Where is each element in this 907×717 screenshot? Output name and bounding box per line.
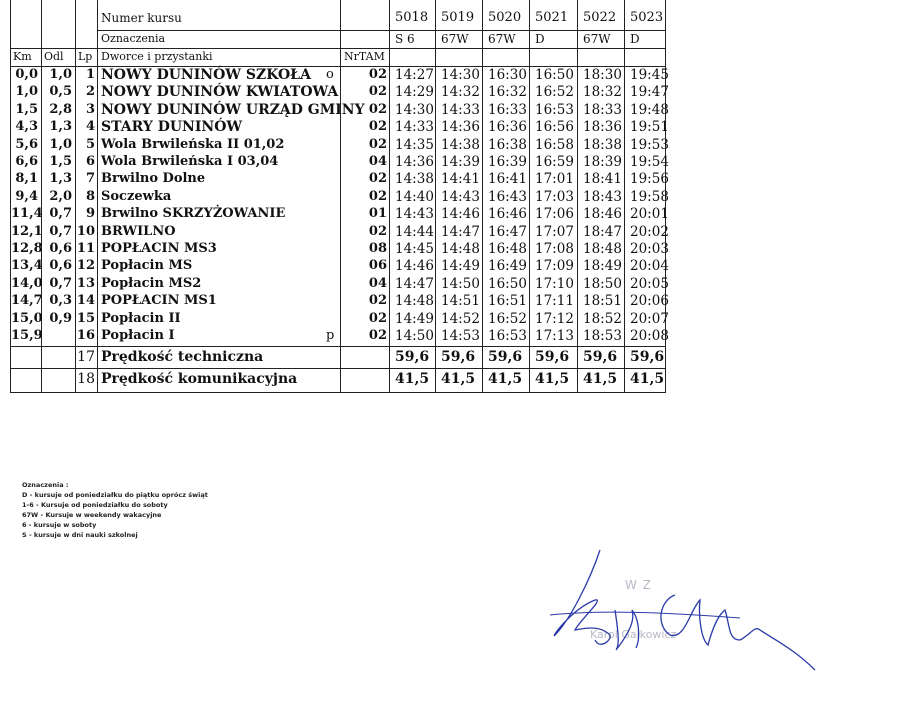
departure-time: 14:38 (395, 171, 434, 188)
departure-time: 18:38 (583, 136, 622, 153)
departure-time: 14:43 (395, 206, 434, 223)
row-lp: 14 (76, 293, 95, 309)
stop-name: STARY DUNINÓW (101, 119, 243, 136)
row-km: 12,8 (11, 241, 43, 256)
row-odl: 1,0 (49, 67, 72, 82)
row-km: 0,0 (15, 67, 38, 82)
departure-time: 19:58 (630, 188, 669, 205)
departure-time: 20:02 (630, 223, 669, 240)
row-nrtam: 02 (368, 84, 387, 100)
departure-time: 19:48 (630, 101, 669, 118)
departure-time: 20:07 (630, 310, 669, 327)
departure-time: 18:52 (583, 310, 622, 327)
nrtam-header: NrTAM (344, 50, 385, 63)
summary-value: 59,6 (583, 349, 618, 366)
departure-time: 16:47 (488, 223, 527, 240)
row-nrtam: 02 (368, 119, 387, 135)
odl-header: Odl (44, 50, 64, 63)
departure-time: 14:36 (395, 154, 434, 170)
course-mark: 67W (441, 32, 469, 46)
departure-time: 14:49 (395, 310, 434, 327)
row-odl: 2,0 (49, 188, 72, 204)
departure-time: 18:32 (583, 84, 622, 101)
row-odl: 0,9 (49, 310, 72, 326)
departure-time: 16:41 (488, 171, 527, 188)
row-lp: 11 (76, 241, 95, 256)
departure-time: 14:47 (395, 275, 434, 292)
departure-time: 16:50 (535, 67, 574, 83)
departure-time: 16:50 (488, 275, 527, 292)
departure-time: 18:39 (583, 154, 622, 170)
departure-time: 14:38 (441, 136, 480, 153)
summary-name: Prędkość komunikacyjna (101, 371, 298, 388)
stop-name: NOWY DUNINÓW SZKOŁA (101, 67, 311, 83)
row-km: 8,1 (15, 171, 38, 187)
course-mark: 67W (488, 32, 516, 46)
row-odl: 2,8 (49, 101, 72, 117)
summary-value: 59,6 (488, 349, 523, 366)
row-km: 13,4 (11, 258, 43, 274)
departure-time: 14:36 (441, 119, 480, 136)
summary-lp: 17 (77, 349, 95, 366)
row-nrtam: 08 (368, 241, 387, 256)
departure-time: 14:41 (441, 171, 480, 188)
departure-time: 18:36 (583, 119, 622, 136)
departure-time: 16:32 (488, 84, 527, 101)
row-km: 15,9 (11, 328, 43, 343)
row-lp: 4 (85, 119, 95, 135)
departure-time: 16:39 (488, 154, 527, 170)
row-nrtam: 02 (368, 171, 387, 187)
departure-time: 16:46 (488, 206, 527, 223)
departure-time: 16:43 (488, 188, 527, 205)
stop-name: NOWY DUNINÓW URZĄD GMINY (101, 101, 365, 118)
row-lp: 12 (76, 258, 95, 274)
departure-time: 16:49 (488, 258, 527, 275)
departure-time: 16:30 (488, 67, 527, 83)
stamp-name: Karol Gałkowicz (590, 628, 677, 641)
oznaczenia-label: Oznaczenia (101, 32, 166, 45)
row-nrtam: 04 (368, 154, 387, 169)
table-rule (97, 30, 665, 31)
departure-time: 14:48 (395, 293, 434, 310)
departure-time: 14:46 (441, 206, 480, 223)
stop-name: BRWILNO (101, 223, 176, 239)
row-lp: 1 (85, 67, 95, 82)
signature-image (540, 540, 830, 690)
course-number: 5020 (488, 10, 522, 25)
departure-time: 14:30 (441, 67, 480, 83)
departure-time: 20:03 (630, 241, 669, 257)
departure-time: 19:54 (630, 154, 669, 170)
row-odl: 0,3 (49, 293, 72, 309)
departure-time: 14:44 (395, 223, 434, 240)
stop-name: Brwilno Dolne (101, 171, 206, 187)
departure-time: 18:49 (583, 258, 622, 275)
departure-time: 16:52 (488, 310, 527, 327)
row-lp: 5 (85, 136, 95, 152)
summary-value: 41,5 (488, 371, 523, 388)
departure-time: 17:12 (535, 310, 574, 327)
lp-header: Lp (78, 50, 93, 63)
departure-time: 19:51 (630, 119, 669, 136)
summary-value: 41,5 (395, 371, 430, 388)
departure-time: 14:35 (395, 136, 434, 153)
departure-time: 17:11 (535, 293, 574, 310)
row-lp: 13 (76, 275, 95, 291)
departure-time: 14:30 (395, 101, 434, 118)
row-nrtam: 02 (368, 188, 387, 204)
departure-time: 17:07 (535, 223, 574, 240)
departure-time: 16:53 (535, 101, 574, 118)
row-odl: 0,6 (49, 258, 72, 274)
departure-time: 14:40 (395, 188, 434, 205)
stop-name: Popłacin MS2 (101, 275, 202, 291)
course-number: 5018 (395, 10, 429, 25)
departure-time: 16:33 (488, 101, 527, 118)
departure-time: 14:27 (395, 67, 434, 83)
summary-value: 41,5 (441, 371, 476, 388)
departure-time: 14:49 (441, 258, 480, 275)
departure-time: 17:08 (535, 241, 574, 257)
row-odl (41, 327, 75, 345)
departure-time: 16:53 (488, 328, 527, 344)
departure-time: 14:29 (395, 84, 434, 101)
dworce-header: Dworce i przystanki (101, 50, 213, 63)
row-lp: 10 (76, 223, 95, 239)
departure-time: 20:08 (630, 328, 669, 344)
legend-line: D - kursuje od poniedziałku do piątku oprócz świąt (22, 491, 208, 499)
course-mark: 67W (583, 32, 611, 46)
summary-value: 59,6 (441, 349, 476, 366)
row-odl: 1,5 (49, 154, 72, 169)
summary-value: 41,5 (630, 371, 665, 388)
departure-time: 18:33 (583, 101, 622, 118)
departure-time: 14:33 (441, 101, 480, 118)
departure-time: 18:30 (583, 67, 622, 83)
row-km: 5,6 (15, 136, 38, 152)
departure-time: 18:51 (583, 293, 622, 310)
departure-time: 14:53 (441, 328, 480, 344)
departure-time: 14:50 (441, 275, 480, 292)
course-number: 5021 (535, 10, 569, 25)
departure-time: 14:47 (441, 223, 480, 240)
row-lp: 8 (85, 188, 95, 204)
row-km: 12,1 (11, 223, 43, 239)
row-km: 6,6 (15, 154, 38, 169)
departure-time: 17:10 (535, 275, 574, 292)
legend-title: Oznaczenia : (22, 481, 69, 489)
row-km: 11,4 (11, 206, 43, 222)
legend-line: S - kursuje w dni nauki szkolnej (22, 531, 138, 539)
summary-value: 59,6 (535, 349, 570, 366)
departure-time: 16:51 (488, 293, 527, 310)
stop-name: Popłacin I (101, 328, 175, 343)
legend-line: 6 - kursuje w soboty (22, 521, 97, 529)
row-nrtam: 02 (368, 101, 387, 117)
row-nrtam: 06 (368, 258, 387, 274)
summary-value: 59,6 (395, 349, 430, 366)
departure-time: 17:09 (535, 258, 574, 275)
departure-time: 19:56 (630, 171, 669, 188)
row-km: 4,3 (15, 119, 38, 135)
departure-time: 18:41 (583, 171, 622, 188)
row-odl: 0,6 (49, 241, 72, 256)
stop-name: POPŁACIN MS3 (101, 241, 217, 256)
departure-time: 16:38 (488, 136, 527, 153)
row-odl: 0,5 (49, 84, 72, 100)
stop-name: Brwilno SKRZYŻOWANIE (101, 206, 286, 222)
stop-name: Popłacin MS (101, 258, 193, 274)
row-nrtam: 02 (368, 310, 387, 326)
summary-value: 41,5 (583, 371, 618, 388)
departure-time: 14:43 (441, 188, 480, 205)
row-lp: 9 (85, 206, 95, 222)
row-nrtam: 01 (368, 206, 387, 222)
table-rule (11, 346, 665, 347)
departure-time: 16:36 (488, 119, 527, 136)
departure-time: 18:53 (583, 328, 622, 344)
row-lp: 2 (85, 84, 95, 100)
row-odl: 1,3 (49, 171, 72, 187)
departure-time: 14:32 (441, 84, 480, 101)
departure-time: 16:59 (535, 154, 574, 170)
row-km: 1,0 (15, 84, 38, 100)
departure-time: 14:39 (441, 154, 480, 170)
row-lp: 7 (85, 171, 95, 187)
course-mark: S 6 (395, 32, 415, 46)
departure-time: 16:52 (535, 84, 574, 101)
row-km: 15,0 (11, 310, 43, 326)
row-km: 14,7 (11, 293, 43, 309)
departure-time: 16:56 (535, 119, 574, 136)
departure-time: 17:13 (535, 328, 574, 344)
course-mark: D (535, 32, 545, 46)
departure-time: 18:46 (583, 206, 622, 223)
row-lp: 16 (76, 328, 95, 343)
departure-time: 17:06 (535, 206, 574, 223)
legend-line: 1-6 - Kursuje od poniedziałku do soboty (22, 501, 168, 509)
departure-time: 18:48 (583, 241, 622, 257)
row-nrtam: 02 (368, 293, 387, 309)
departure-time: 18:50 (583, 275, 622, 292)
course-mark: D (630, 32, 640, 46)
stop-flag: o (326, 67, 334, 82)
departure-time: 19:45 (630, 67, 669, 83)
row-lp: 15 (76, 310, 95, 326)
departure-time: 18:43 (583, 188, 622, 205)
departure-time: 14:50 (395, 328, 434, 344)
departure-time: 20:05 (630, 275, 669, 292)
numer-kursu-label: Numer kursu (101, 11, 182, 25)
departure-time: 19:53 (630, 136, 669, 153)
departure-time: 16:48 (488, 241, 527, 257)
stop-flag: p (326, 328, 335, 343)
departure-time: 14:52 (441, 310, 480, 327)
row-nrtam: 02 (368, 136, 387, 152)
stop-name: Soczewka (101, 188, 172, 204)
course-number: 5019 (441, 10, 475, 25)
summary-value: 41,5 (535, 371, 570, 388)
summary-value: 59,6 (630, 349, 665, 366)
table-rule (11, 368, 665, 369)
legend (22, 480, 208, 540)
departure-time: 18:47 (583, 223, 622, 240)
stop-name: POPŁACIN MS1 (101, 293, 217, 309)
summary-name: Prędkość techniczna (101, 349, 264, 366)
table-rule (11, 48, 665, 49)
departure-time: 14:51 (441, 293, 480, 310)
departure-time: 16:58 (535, 136, 574, 153)
row-lp: 6 (85, 154, 95, 169)
row-odl: 1,3 (49, 119, 72, 135)
departure-time: 14:46 (395, 258, 434, 275)
row-odl: 0,7 (49, 206, 72, 222)
row-nrtam: 02 (368, 67, 387, 82)
row-km: 9,4 (15, 188, 38, 204)
stop-name: Wola Brwileńska II 01,02 (101, 136, 285, 152)
row-odl: 0,7 (49, 275, 72, 291)
timetable (10, 0, 669, 393)
row-km: 14,0 (11, 275, 43, 291)
departure-time: 14:33 (395, 119, 434, 136)
km-header: Km (13, 50, 32, 63)
row-km: 1,5 (15, 101, 38, 117)
departure-time: 14:48 (441, 241, 480, 257)
departure-time: 20:06 (630, 293, 669, 310)
stop-name: Popłacin II (101, 310, 181, 326)
stamp-text: W Z (625, 578, 652, 592)
departure-time: 17:01 (535, 171, 574, 188)
row-nrtam: 04 (368, 275, 387, 291)
stop-name: Wola Brwileńska I 03,04 (101, 154, 279, 169)
departure-time: 14:45 (395, 241, 434, 257)
course-number: 5022 (583, 10, 617, 25)
departure-time: 20:04 (630, 258, 669, 275)
departure-time: 17:03 (535, 188, 574, 205)
row-odl: 1,0 (49, 136, 72, 152)
row-nrtam: 02 (368, 328, 387, 343)
legend-line: 67W - Kursuje w weekendy wakacyjne (22, 511, 162, 519)
summary-lp: 18 (77, 371, 95, 388)
departure-time: 20:01 (630, 206, 669, 223)
row-odl: 0,7 (49, 223, 72, 239)
row-lp: 3 (85, 101, 95, 117)
course-number: 5023 (630, 10, 664, 25)
stop-name: NOWY DUNINÓW KWIATOWA (101, 84, 339, 101)
departure-time: 19:47 (630, 84, 669, 101)
row-nrtam: 02 (368, 223, 387, 239)
